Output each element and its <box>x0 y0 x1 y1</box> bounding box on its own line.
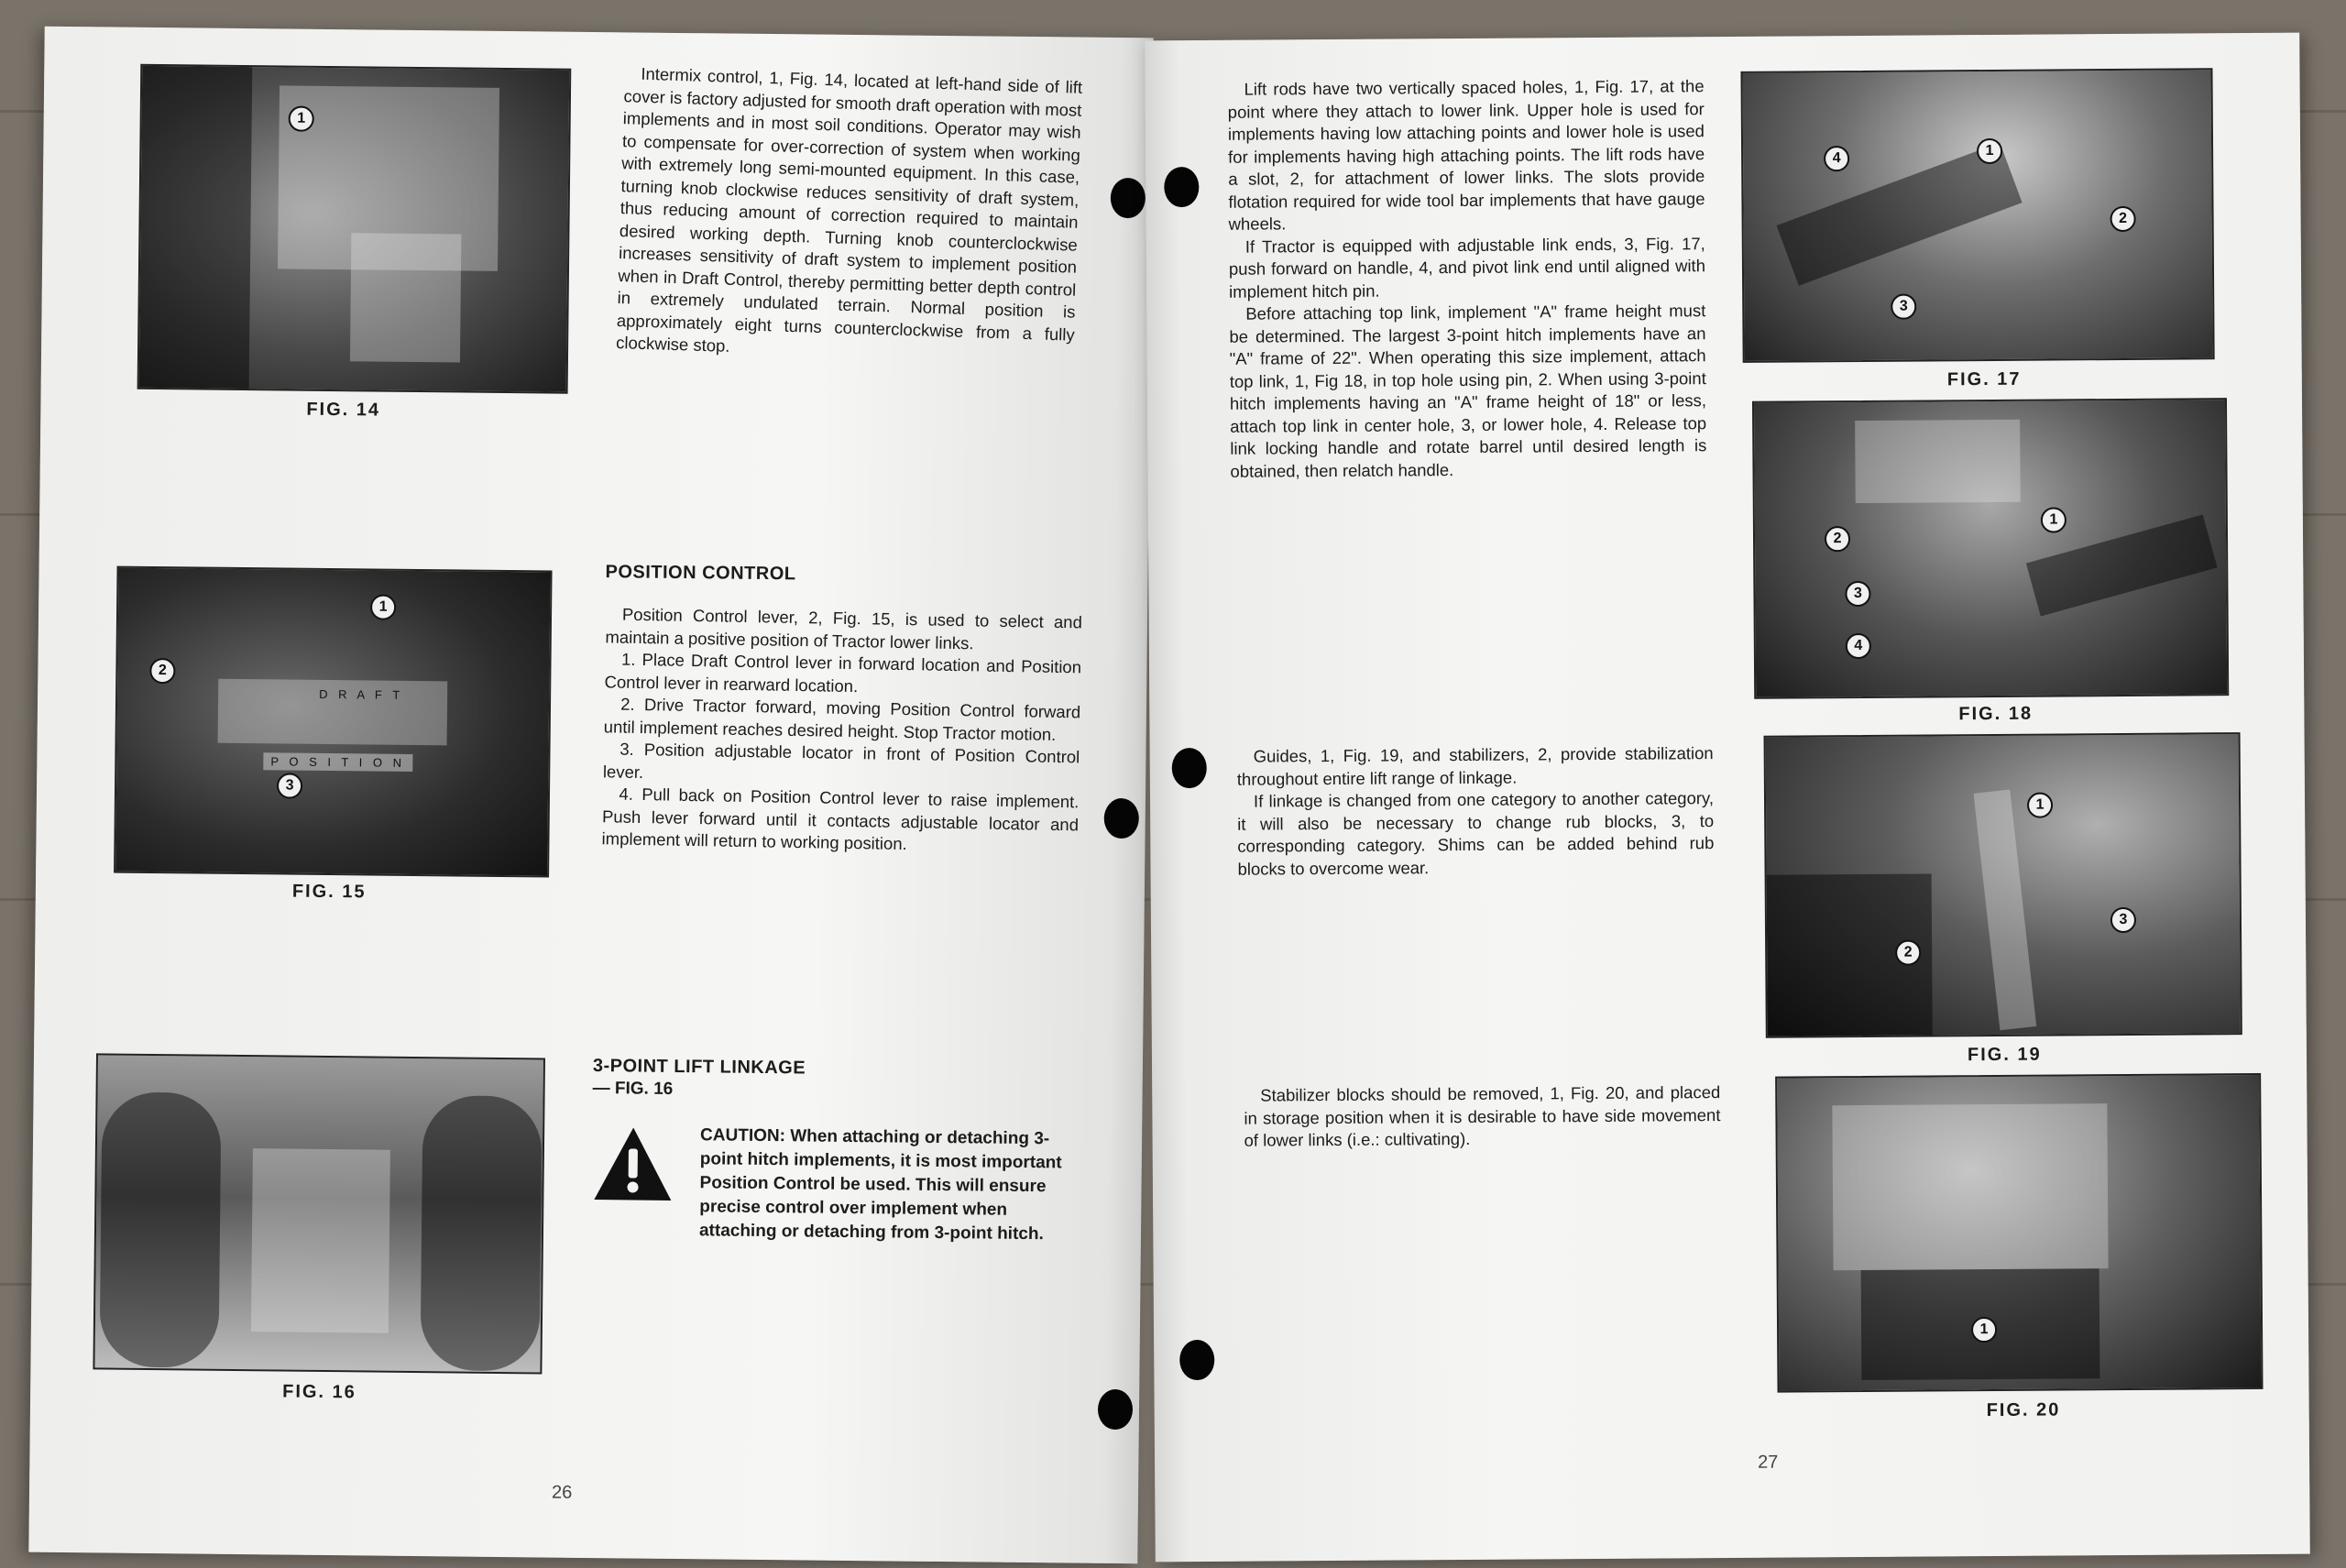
fig19-callout-3: 3 <box>2110 907 2136 933</box>
lift-rods-body <box>1228 75 1707 483</box>
position-control-step-3: 3. Position adjustable locator in front of Position Control lever. <box>602 739 1080 782</box>
position-control-body <box>601 603 1082 859</box>
fig-18-caption: FIG. 18 <box>1958 703 2034 725</box>
position-control-heading: POSITION CONTROL <box>605 562 796 585</box>
fig17-callout-3: 3 <box>1891 294 1916 320</box>
fig19-callout-1: 1 <box>2027 793 2053 818</box>
warning-triangle-icon <box>591 1124 674 1203</box>
fig17-callout-4: 4 <box>1824 146 1849 171</box>
binder-hole-left-2 <box>1104 798 1139 839</box>
fig-19-photo <box>1764 732 2242 1038</box>
binder-hole-left-1 <box>1111 178 1146 218</box>
intermix-text: Intermix control, 1, Fig. 14, located at left-hand side of lift cover is factory adjusted for smooth draft operation with most implements and in most soil conditions. Operator may wish to compensate for over-correction of system when working with extremely long semi-mounted equipment. In this case, turning knob clockwise reduces sensitivity of draft system, thus reducing amount of correction required to maintain desired working depth. Turning knob counterclockwise increases sensitivity of draft system to implement position when in Draft Control, thereby permitting better depth control in extremely undulated terrain. Normal position is approximately eight turns counterclockwise from a fully clockwise stop. <box>615 63 1083 356</box>
position-control-step-1: 1. Place Draft Control lever in forward location and Position Control lever in rearward location. <box>604 649 1082 696</box>
intermix-paragraph <box>616 62 1083 368</box>
fig15-position-label: P O S I T I O N <box>263 752 412 772</box>
position-control-intro: Position Control lever, 2, Fig. 15, is used to select and maintain a positive position of Tractor lower links. <box>605 604 1083 652</box>
fig15-callout-1: 1 <box>370 594 396 620</box>
binder-hole-right-3 <box>1179 1340 1214 1380</box>
lift-rods-paragraph: Lift rods have two vertically spaced holes, 1, Fig. 17, at the point where they attach to lower link. Upper hole is used for implements having low attaching points and lower hole is used for implements having high attaching points. The lift rods have a slot, 2, for attachment of lower links. The slots provide flotation required for wide tool bar implements that have gauge wheels. <box>1227 76 1705 234</box>
binder-hole-right-2 <box>1172 748 1207 788</box>
fig-18-photo <box>1752 398 2229 699</box>
top-link-paragraph: Before attaching top link, implement "A" frame height must be determined. The largest 3-point hitch implements have an "A" frame of 22". When operating this size implement, attach top link, 1, Fig 18, in top hole using pin, 2. When using 3-point hitch implements having an "A" frame height of 18" or less, attach top link in center hole, 3, or lower hole, 4. Release top link locking handle and rotate barrel until desired length is obtained, then relatch handle. <box>1229 301 1707 481</box>
lift-linkage-subheading: — FIG. 16 <box>592 1079 674 1099</box>
caution-text: CAUTION: When attaching or detaching 3-point hitch implements, it is most important Position Control be used. This will ensure precise control over implement when attaching or detaching from 3-point hitch. <box>698 1125 1062 1245</box>
binder-hole-right-1 <box>1164 167 1199 207</box>
fig19-callout-2: 2 <box>1895 940 1921 966</box>
guides-paragraph: Guides, 1, Fig. 19, and stabilizers, 2, provide stabilization throughout entire lift range of linkage. <box>1236 743 1714 789</box>
rub-blocks-paragraph: If linkage is changed from one category to another category, it will also be necessary to change rub blocks, 3, to corresponding category. Shims can be added behind rub blocks to overcome wear. <box>1237 788 1715 879</box>
fig18-callout-4: 4 <box>1846 633 1871 659</box>
left-page <box>28 27 1153 1564</box>
fig18-callout-1: 1 <box>2041 507 2066 532</box>
fig18-callout-2: 2 <box>1825 526 1850 552</box>
fig15-callout-3: 3 <box>277 773 302 798</box>
binder-hole-left-3 <box>1098 1389 1133 1430</box>
fig-20-photo <box>1775 1073 2263 1393</box>
fig-19-caption: FIG. 19 <box>1967 1044 2042 1066</box>
fig15-callout-2: 2 <box>149 658 175 684</box>
fig-17-caption: FIG. 17 <box>1946 368 2022 390</box>
fig-14-caption: FIG. 14 <box>306 399 381 421</box>
fig17-callout-2: 2 <box>2110 206 2136 232</box>
position-control-step-4: 4. Pull back on Position Control lever to raise implement. Push lever forward until it contacts adjustable locator and implement will return to working position. <box>601 784 1080 854</box>
fig-14-photo <box>137 64 572 394</box>
fig20-callout-1: 1 <box>1971 1317 1997 1343</box>
position-control-step-2: 2. Drive Tractor forward, moving Position Control forward until implement reaches desired height. Stop Tractor motion. <box>603 694 1081 744</box>
fig-16-photo <box>93 1053 545 1374</box>
left-page-number: 26 <box>551 1482 573 1503</box>
fig15-draft-label: D R A F T <box>319 686 404 702</box>
fig-16-caption: FIG. 16 <box>282 1381 356 1403</box>
stabilizer-body <box>1244 1081 1721 1152</box>
fig-15-caption: FIG. 15 <box>291 881 367 903</box>
right-page-number: 27 <box>1757 1452 1779 1473</box>
stabilizer-paragraph: Stabilizer blocks should be removed, 1, Fig. 20, and placed in storage position when it is desirable to have side movement of lower links (i.e.: cultivating). <box>1244 1082 1721 1150</box>
link-ends-paragraph: If Tractor is equipped with adjustable link ends, 3, Fig. 17, push forward on handle, 4, and pivot link end until aligned with implement hitch pin. <box>1228 233 1706 302</box>
guides-body <box>1237 742 1715 881</box>
fig-17-photo <box>1740 68 2214 363</box>
right-page <box>1145 33 2310 1563</box>
fig-15-photo <box>114 566 552 878</box>
fig18-callout-3: 3 <box>1845 581 1870 607</box>
lift-linkage-heading: 3-POINT LIFT LINKAGE <box>592 1056 806 1079</box>
fig14-callout-1: 1 <box>289 106 314 132</box>
fig-20-caption: FIG. 20 <box>1986 1399 2061 1421</box>
fig17-callout-1: 1 <box>1977 138 2002 164</box>
